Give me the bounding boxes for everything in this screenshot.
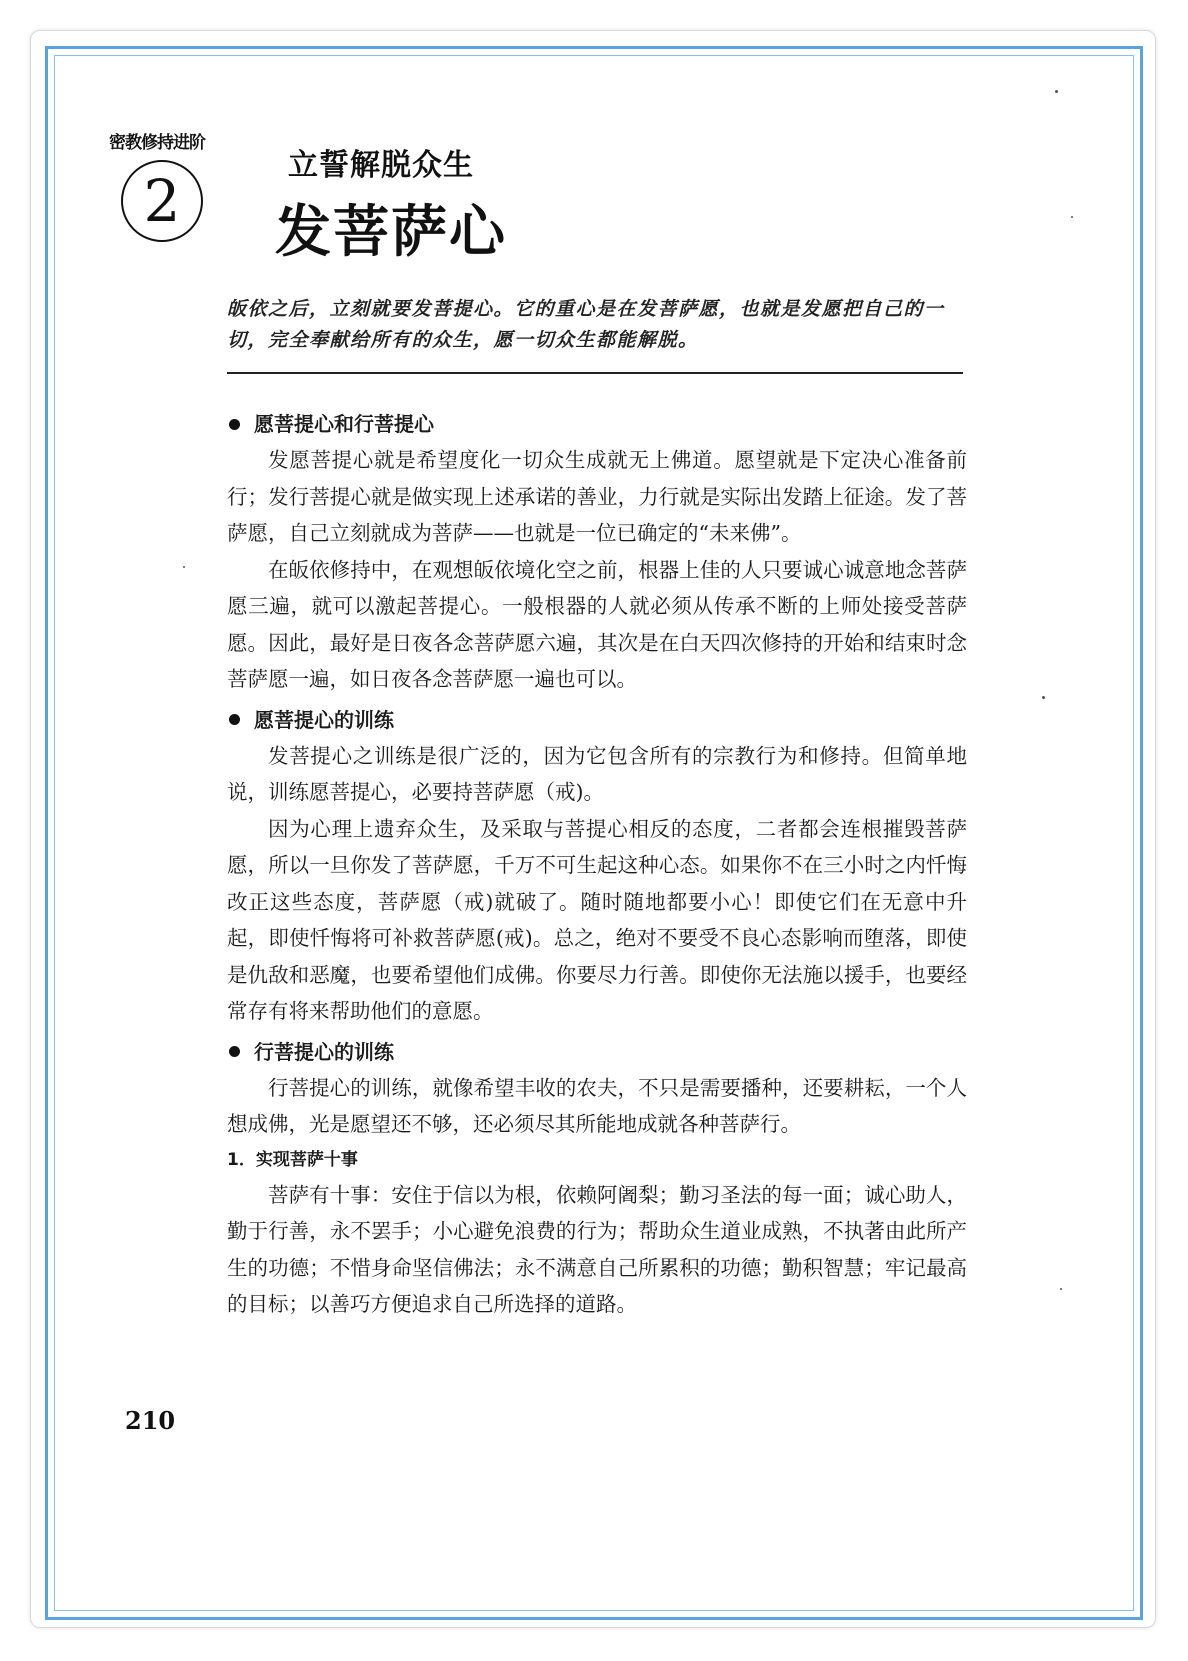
section-heading-text: 行菩提心的训练 [254,1039,394,1064]
paragraph: 行菩提心的训练，就像希望丰收的农夫，不只是需要播种，还要耕耘，一个人想成佛，光是愿望还不够，还必须尽其所能地成就各种菩萨行。 [227,1075,967,1136]
bullet-icon [229,419,240,430]
scan-speck [1042,696,1045,699]
section-heading-text: 愿菩提心的训练 [254,707,394,732]
paragraph: 因为心理上遗弃众生，及采取与菩提心相反的态度，二者都会连根摧毁菩萨愿，所以一旦你发了菩萨愿，千万不可生起这种心态。如果你不在三小时之内忏悔改正这些态度，菩萨愿（戒)就破了。随时随地都要小心！即使它们在无意中升起，即使忏悔将可补救菩萨愿(戒)。总之，绝对不要受不良心态影响而堕落，即使是仇敌和恶魔，也要希望他们成佛。你要尽力行善。即使你无法施以援手，也要经常存有将来帮助他们的意愿。 [227,816,967,1023]
bullet-icon [229,714,240,725]
series-label: 密教修持进阶 [109,133,205,153]
chapter-title: 发菩萨心 [275,200,507,265]
paragraph: 在皈依修持中，在观想皈依境化空之前，根器上佳的人只要诚心诚意地念菩萨愿三遍，就可以激起菩提心。一般根器的人就必须从传承不断的上师处接受菩萨愿。因此，最好是日夜各念菩萨愿六遍，其次是在白天四次修持的开始和结束时念菩萨愿一遍，如日夜各念菩萨愿一遍也可以。 [227,557,967,691]
paragraph: 菩萨有十事：安住于信以为根，依赖阿阇梨；勤习圣法的每一面；诚心助人，勤于行善，永不罢手；小心避免浪费的行为；帮助众生道业成熟，不执著由此所产生的功德；不惜身命坚信佛法；永不满意自己所累积的功德；勤积智慧；牢记最高的目标；以善巧方便追求自己所选择的道路。 [227,1182,967,1316]
subsection-heading: 1．实现菩萨十事 [227,1149,358,1170]
scan-speck [1060,1288,1062,1290]
body-text [227,406,967,1323]
scan-speck [1055,90,1058,93]
divider-rule [227,372,963,374]
scan-speck [1071,216,1073,218]
section-heading [227,702,967,738]
section-heading-text: 愿菩提心和行菩提心 [254,412,434,436]
paragraph: 发菩提心之训练是很广泛的，因为它包含所有的宗教行为和修持。但简单地说，训练愿菩提心，必要持菩萨愿（戒)。 [227,743,967,804]
intro-paragraph: 皈依之后，立刻就要发菩提心。它的重心是在发菩萨愿，也就是发愿把自己的一切，完全奉献给所有的众生，愿一切众生都能解脱。 [227,298,945,351]
book-page [55,56,1133,1610]
section-heading [227,1034,967,1070]
bullet-icon [229,1046,240,1057]
chapter-number-badge: 2 [121,160,203,242]
page-number: 210 [125,1406,176,1435]
paragraph: 发愿菩提心就是希望度化一切众生成就无上佛道。愿望就是下定决心准备前行；发行菩提心就是做实现上述承诺的善业，力行就是实际出发踏上征途。发了菩萨愿，自己立刻就成为菩萨——也就是一位已确定的“未来佛”。 [227,448,967,545]
scan-speck [183,566,185,568]
chapter-subtitle: 立誓解脱众生 [288,148,474,183]
section-heading [227,406,967,442]
